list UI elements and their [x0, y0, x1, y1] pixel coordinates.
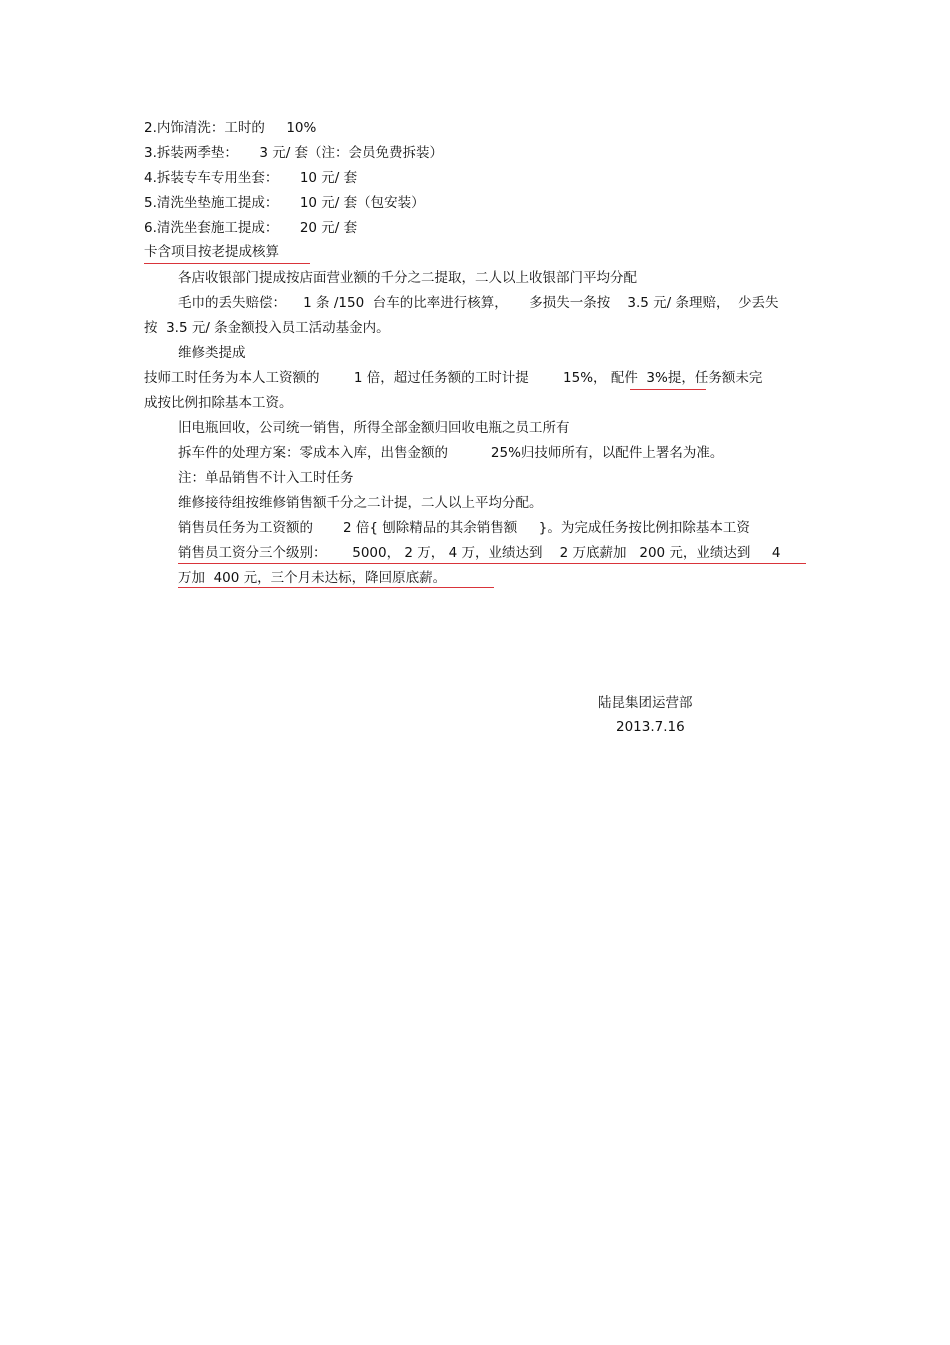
doc-line-19: 万加 400 元，三个月未达标，降回原底薪。	[178, 570, 447, 586]
doc-line-11: 技师工时任务为本人工资额的 1 倍，超过任务额的工时计提 15%， 配件 3%提，任务额未完	[144, 370, 763, 386]
signature-org: 陆昆集团运营部	[598, 695, 693, 711]
doc-line-12: 成按比例扣除基本工资。	[144, 395, 293, 411]
doc-line-15: 注：单品销售不计入工时任务	[178, 470, 354, 486]
doc-line-2: 3.拆装两季垫： 3 元/ 套（注：会员免费拆装）	[144, 145, 444, 161]
underline-mark	[178, 587, 494, 588]
doc-line-7: 各店收银部门提成按店面营业额的千分之二提取，二人以上收银部门平均分配	[178, 270, 637, 286]
doc-line-6: 卡含项目按老提成核算	[144, 244, 279, 260]
doc-line-10: 维修类提成	[178, 345, 246, 361]
doc-line-5: 6.清洗坐套施工提成： 20 元/ 套	[144, 220, 358, 236]
doc-line-13: 旧电瓶回收，公司统一销售，所得全部金额归回收电瓶之员工所有	[178, 420, 570, 436]
doc-line-8: 毛巾的丢失赔偿： 1 条 /150 台车的比率进行核算， 多损失一条按 3.5 元/ 条理赔， 少丢失	[178, 295, 779, 311]
doc-line-18: 销售员工资分三个级别： 5000， 2 万， 4 万，业绩达到 2 万底薪加 200 元，业绩达到 4	[178, 545, 781, 561]
doc-line-3: 4.拆装专车专用坐套： 10 元/ 套	[144, 170, 358, 186]
doc-line-17: 销售员任务为工资额的 2 倍{ 刨除精品的其余销售额 }。为完成任务按比例扣除基本工资	[178, 520, 750, 536]
doc-line-1: 2.内饰清洗：工时的 10%	[144, 120, 317, 136]
underline-mark	[630, 389, 706, 390]
signature-date: 2013.7.16	[616, 719, 685, 735]
underline-mark	[144, 263, 310, 264]
doc-line-9: 按 3.5 元/ 条金额投入员工活动基金内。	[144, 320, 390, 336]
doc-line-14: 拆车件的处理方案：零成本入库，出售金额的 25%归技师所有，以配件上署名为准。	[178, 445, 724, 461]
doc-line-16: 维修接待组按维修销售额千分之二计提，二人以上平均分配。	[178, 495, 543, 511]
doc-line-4: 5.清洗坐垫施工提成： 10 元/ 套（包安装）	[144, 195, 425, 211]
underline-mark	[178, 563, 806, 564]
